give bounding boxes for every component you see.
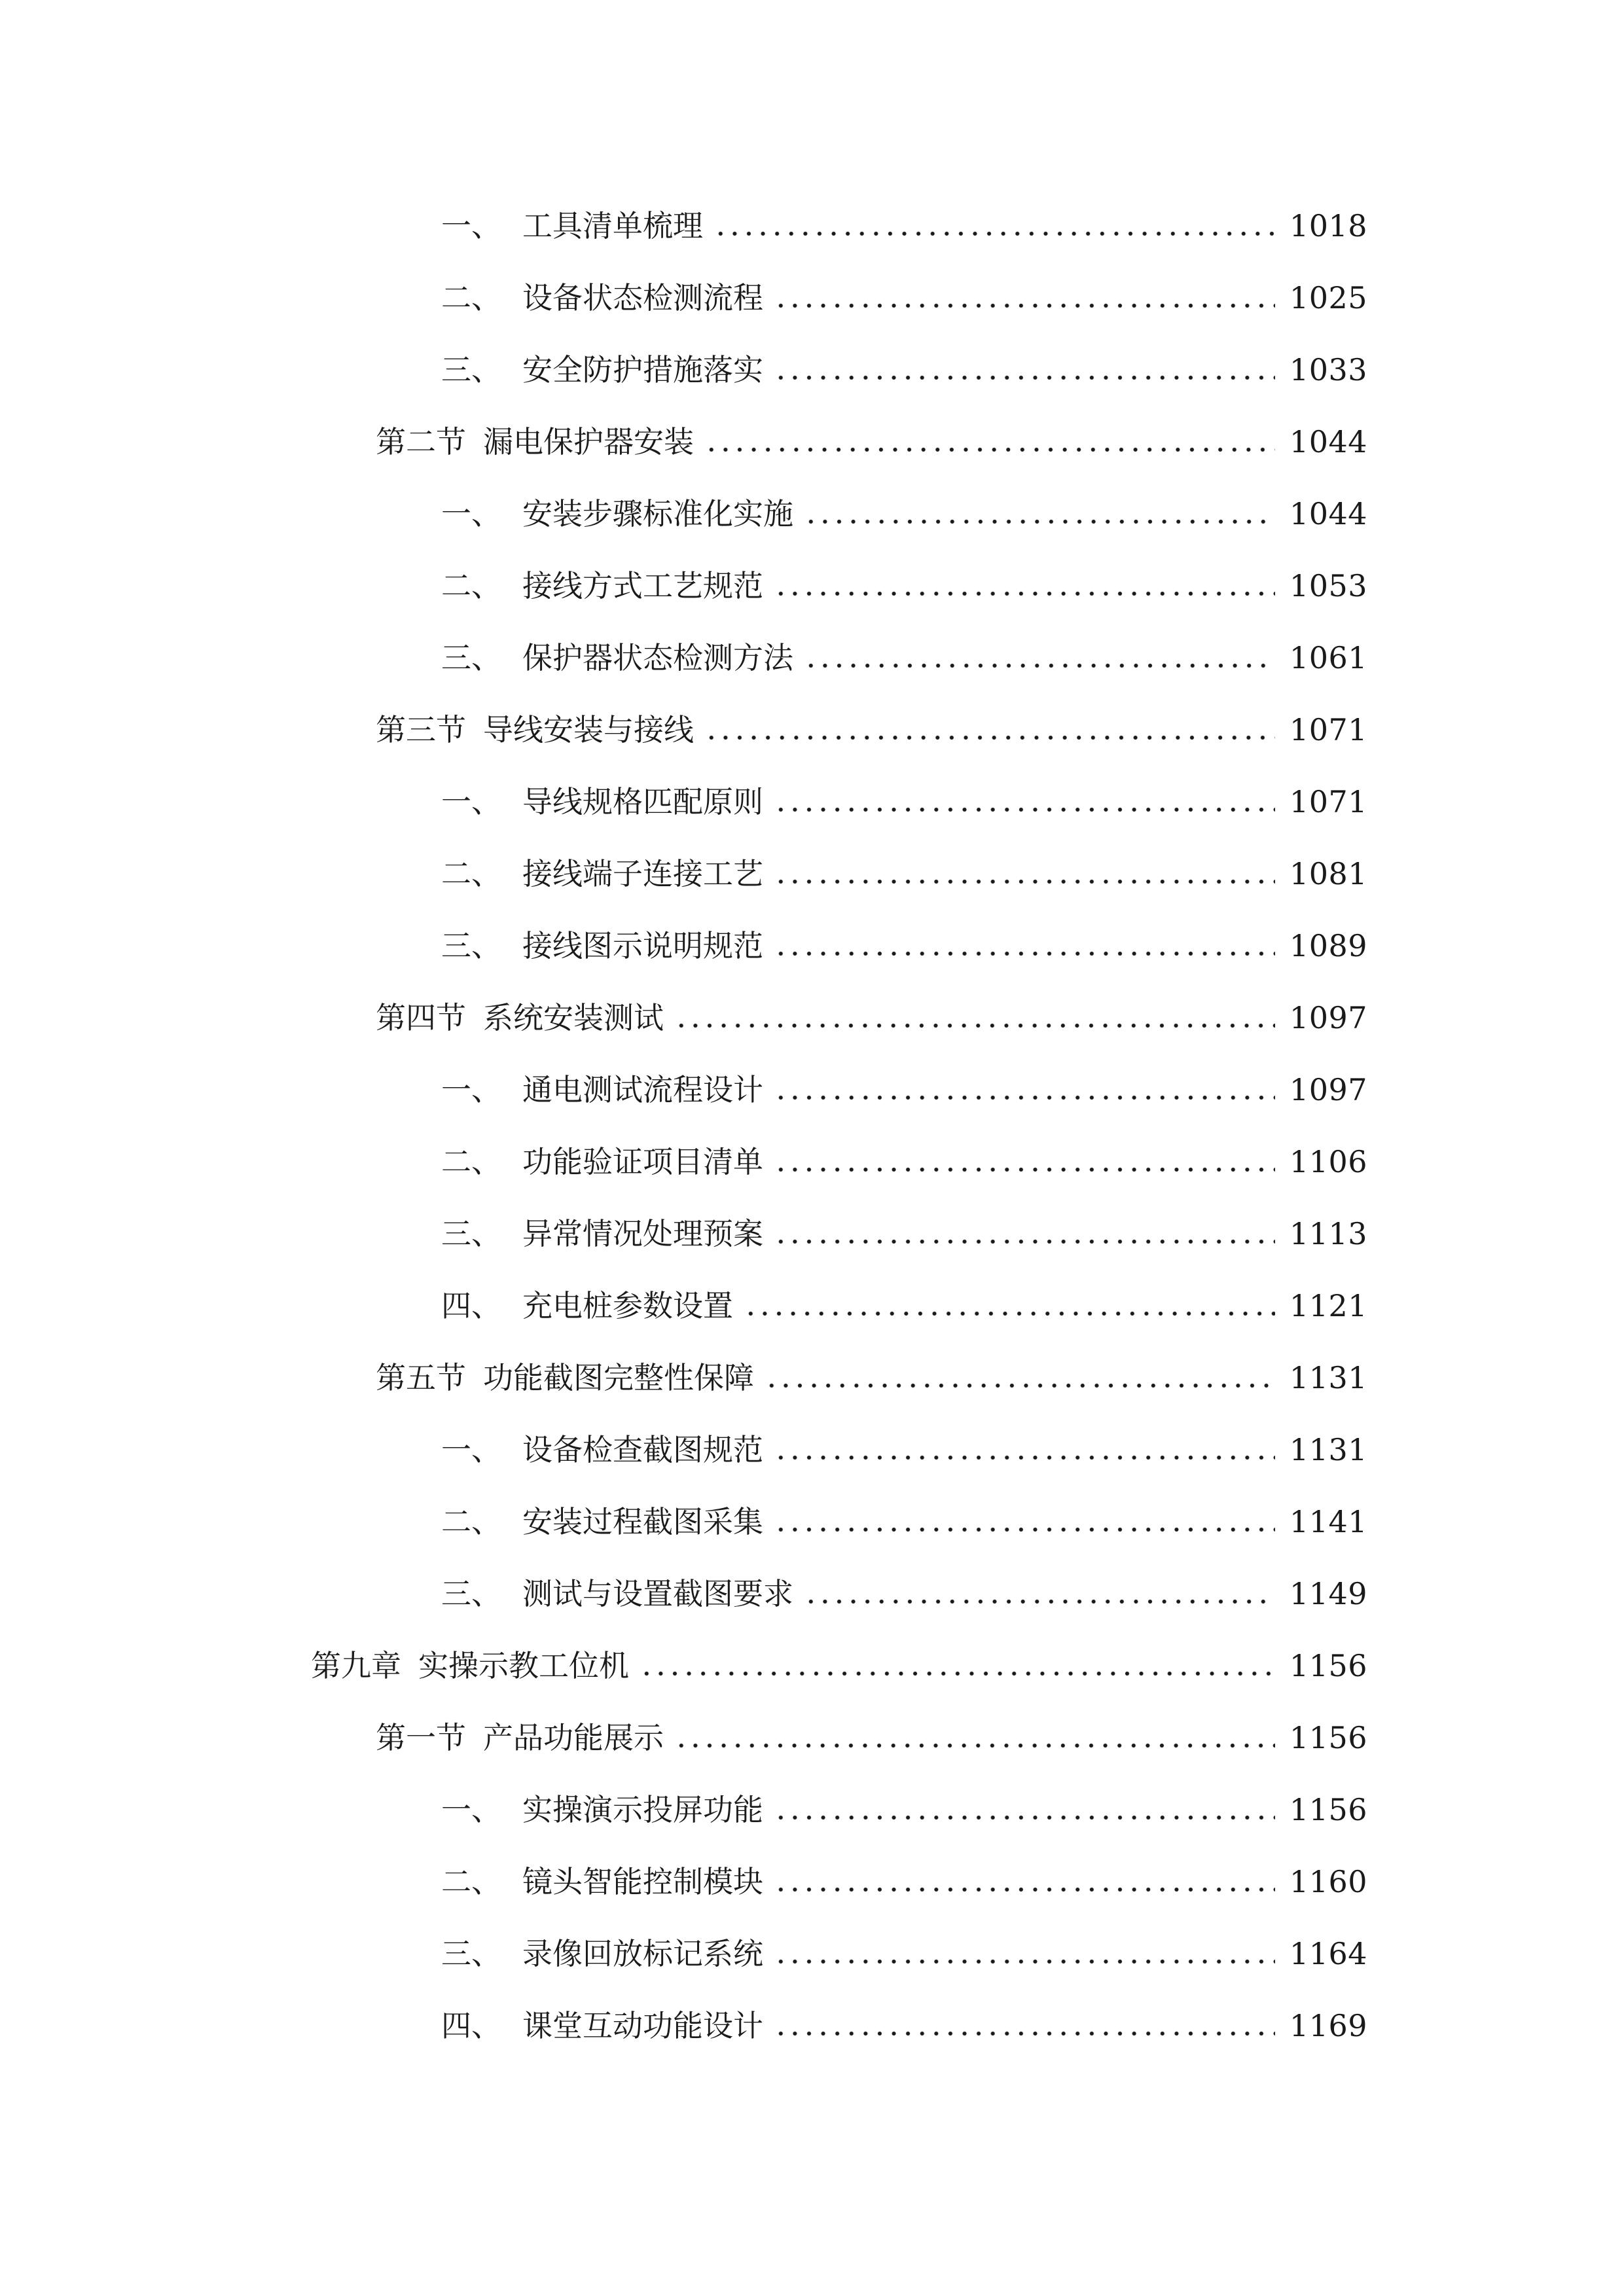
dot-leader: [804, 1599, 1275, 1604]
dot-leader: [804, 663, 1275, 668]
entry-page-number: 1106: [1289, 1144, 1367, 1179]
entry-label: [441, 782, 763, 821]
dot-leader: [774, 375, 1275, 380]
toc-entry[interactable]: [441, 193, 1367, 245]
entry-number: 第九章: [311, 1648, 401, 1683]
entry-number: 第五节: [376, 1360, 466, 1395]
entry-number: 一、: [441, 1432, 501, 1467]
entry-label: [441, 1070, 763, 1109]
entry-page-number: 1131: [1289, 1360, 1367, 1395]
entry-page-number: 1081: [1289, 856, 1367, 891]
entry-title: 测试与设置截图要求: [522, 1576, 793, 1611]
entry-number: 二、: [441, 568, 501, 603]
dot-leader: [774, 1527, 1275, 1532]
dot-leader: [765, 1383, 1275, 1388]
toc-entry[interactable]: [441, 265, 1367, 317]
entry-title: 接线图示说明规范: [522, 928, 763, 963]
entry-title: 充电桩参数设置: [522, 1288, 733, 1323]
entry-title: 安装过程截图采集: [522, 1504, 763, 1539]
entry-title: 保护器状态检测方法: [522, 640, 793, 675]
toc-entry[interactable]: [376, 697, 1367, 749]
entry-page-number: 1071: [1289, 712, 1367, 747]
dot-leader: [774, 1815, 1275, 1820]
toc-entry[interactable]: [441, 841, 1367, 893]
entry-page-number: 1033: [1289, 352, 1367, 387]
toc-entry[interactable]: [376, 1705, 1367, 1757]
entry-title: 录像回放标记系统: [522, 1936, 763, 1971]
entry-label: [441, 206, 703, 245]
entry-title: 接线方式工艺规范: [522, 568, 763, 603]
entry-label: [376, 1358, 754, 1397]
entry-title: 镜头智能控制模块: [522, 1864, 763, 1899]
toc-entry[interactable]: [441, 481, 1367, 533]
entry-label: [441, 1862, 763, 1901]
dot-leader: [774, 1095, 1275, 1100]
entry-number: 二、: [441, 280, 501, 315]
entry-number: 二、: [441, 1864, 501, 1899]
toc-entry[interactable]: [441, 1273, 1367, 1325]
entry-label: [441, 566, 763, 605]
entry-title: 设备检查截图规范: [522, 1432, 763, 1467]
dot-leader: [713, 231, 1275, 236]
entry-page-number: 1089: [1289, 928, 1367, 963]
toc-entry[interactable]: [441, 1561, 1367, 1613]
dot-leader: [774, 807, 1275, 812]
entry-title: 功能截图完整性保障: [483, 1360, 754, 1395]
dot-leader: [640, 1671, 1275, 1676]
entry-title: 实操示教工位机: [418, 1648, 629, 1683]
entry-title: 漏电保护器安装: [483, 424, 694, 459]
entry-label: [441, 1142, 763, 1181]
entry-page-number: 1141: [1289, 1504, 1367, 1539]
toc-entry[interactable]: [441, 1849, 1367, 1901]
entry-title: 设备状态检测流程: [522, 280, 763, 315]
entry-number: 三、: [441, 352, 501, 387]
entry-page-number: 1044: [1289, 424, 1367, 459]
entry-number: 二、: [441, 856, 501, 891]
entry-label: [441, 926, 763, 965]
toc-entry[interactable]: [441, 769, 1367, 821]
entry-number: 第一节: [376, 1720, 466, 1755]
toc-entry[interactable]: [441, 1201, 1367, 1253]
entry-page-number: 1018: [1289, 208, 1367, 243]
entry-page-number: 1025: [1289, 280, 1367, 315]
entry-page-number: 1097: [1289, 1000, 1367, 1035]
toc-entry[interactable]: [311, 1633, 1367, 1685]
entry-page-number: 1160: [1289, 1864, 1367, 1899]
entry-label: [376, 710, 694, 749]
entry-label: [376, 422, 694, 461]
entry-page-number: 1097: [1289, 1072, 1367, 1107]
entry-label: [441, 638, 793, 677]
entry-title: 安全防护措施落实: [522, 352, 763, 387]
entry-number: 第四节: [376, 1000, 466, 1035]
entry-label: [376, 1718, 664, 1757]
entry-title: 导线规格匹配原则: [522, 784, 763, 819]
toc-entry[interactable]: [441, 1417, 1367, 1469]
entry-label: [441, 1286, 733, 1325]
entry-page-number: 1156: [1289, 1720, 1367, 1755]
entry-title: 异常情况处理预案: [522, 1216, 763, 1251]
entry-title: 通电测试流程设计: [522, 1072, 763, 1107]
entry-page-number: 1156: [1289, 1792, 1367, 1827]
dot-leader: [774, 2031, 1275, 2036]
dot-leader: [674, 1023, 1275, 1028]
toc-entry[interactable]: [441, 1489, 1367, 1541]
dot-leader: [744, 1311, 1275, 1316]
entry-page-number: 1156: [1289, 1648, 1367, 1683]
entry-title: 安装步骤标准化实施: [522, 496, 793, 531]
entry-label: [441, 2006, 763, 2045]
entry-title: 导线安装与接线: [483, 712, 694, 747]
entry-label: [441, 278, 763, 317]
entry-label: [311, 1646, 629, 1685]
entry-title: 课堂互动功能设计: [522, 2008, 763, 2043]
entry-number: 一、: [441, 496, 501, 531]
dot-leader: [774, 1887, 1275, 1892]
entry-number: 三、: [441, 1576, 501, 1611]
toc-entry[interactable]: [441, 553, 1367, 605]
toc-entry[interactable]: [441, 913, 1367, 965]
toc-entry[interactable]: [441, 1057, 1367, 1109]
entry-page-number: 1061: [1289, 640, 1367, 675]
dot-leader: [774, 591, 1275, 596]
entry-label: [441, 854, 763, 893]
entry-number: 一、: [441, 784, 501, 819]
entry-number: 四、: [441, 1288, 501, 1323]
entry-label: [441, 1574, 793, 1613]
dot-leader: [774, 1167, 1275, 1172]
entry-number: 一、: [441, 1792, 501, 1827]
entry-number: 四、: [441, 2008, 501, 2043]
entry-number: 一、: [441, 1072, 501, 1107]
toc-entry[interactable]: [376, 1345, 1367, 1397]
dot-leader: [774, 1959, 1275, 1964]
dot-leader: [774, 879, 1275, 884]
entry-page-number: 1113: [1289, 1216, 1367, 1251]
entry-number: 第三节: [376, 712, 466, 747]
dot-leader: [774, 1455, 1275, 1460]
entry-page-number: 1053: [1289, 568, 1367, 603]
entry-label: [441, 350, 763, 389]
entry-page-number: 1131: [1289, 1432, 1367, 1467]
dot-leader: [774, 303, 1275, 308]
toc-entry[interactable]: [441, 1921, 1367, 1973]
dot-leader: [704, 735, 1275, 740]
toc-entry[interactable]: [441, 337, 1367, 389]
entry-page-number: 1121: [1289, 1288, 1367, 1323]
entry-label: [441, 1502, 763, 1541]
dot-leader: [704, 447, 1275, 452]
entry-number: 二、: [441, 1504, 501, 1539]
entry-title: 产品功能展示: [483, 1720, 664, 1755]
entry-number: 三、: [441, 1216, 501, 1251]
toc-entry[interactable]: [441, 1129, 1367, 1181]
entry-number: 三、: [441, 1936, 501, 1971]
entry-label: [441, 1430, 763, 1469]
entry-number: 三、: [441, 640, 501, 675]
dot-leader: [674, 1743, 1275, 1748]
entry-title: 接线端子连接工艺: [522, 856, 763, 891]
entry-number: 一、: [441, 208, 501, 243]
entry-number: 三、: [441, 928, 501, 963]
entry-page-number: 1044: [1289, 496, 1367, 531]
dot-leader: [804, 519, 1275, 524]
toc-entry[interactable]: [441, 1993, 1367, 2045]
entry-label: [441, 1214, 763, 1253]
entry-page-number: 1071: [1289, 784, 1367, 819]
toc-entry[interactable]: [441, 625, 1367, 677]
entry-title: 工具清单梳理: [522, 208, 703, 243]
entry-label: [441, 1934, 763, 1973]
entry-label: [441, 494, 793, 533]
entry-title: 系统安装测试: [483, 1000, 664, 1035]
entry-number: 二、: [441, 1144, 501, 1179]
entry-title: 实操演示投屏功能: [522, 1792, 763, 1827]
entry-page-number: 1164: [1289, 1936, 1367, 1971]
dot-leader: [774, 1239, 1275, 1244]
entry-label: [376, 998, 664, 1037]
toc-entry[interactable]: [376, 409, 1367, 461]
entry-number: 第二节: [376, 424, 466, 459]
entry-page-number: 1169: [1289, 2008, 1367, 2043]
dot-leader: [774, 951, 1275, 956]
toc-entry[interactable]: [376, 985, 1367, 1037]
toc-entry[interactable]: [441, 1777, 1367, 1829]
entry-label: [441, 1790, 763, 1829]
entry-title: 功能验证项目清单: [522, 1144, 763, 1179]
entry-page-number: 1149: [1289, 1576, 1367, 1611]
